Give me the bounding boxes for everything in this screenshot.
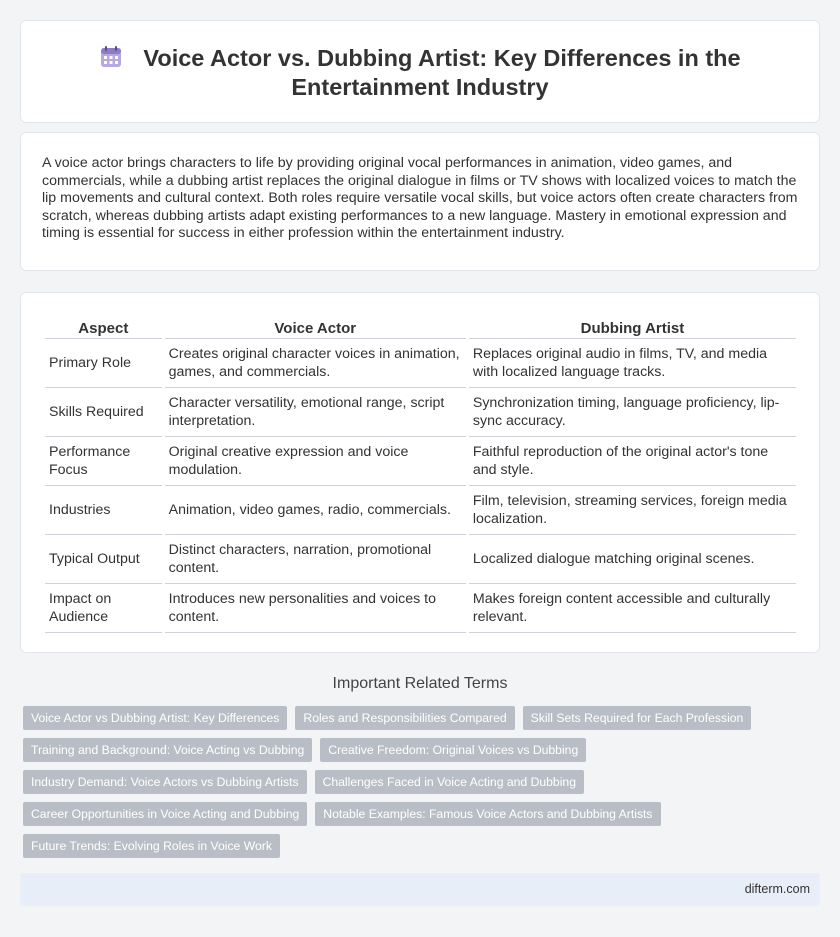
comparison-table (42, 317, 799, 635)
page-title: Voice Actor vs. Dubbing Artist: Key Differences in the Entertainment Industry (143, 45, 741, 100)
footer (20, 873, 820, 906)
row-voice-actor: Creates original character voices in animation, games, and commercials. (165, 341, 466, 388)
related-term-link[interactable]: Future Trends: Evolving Roles in Voice Work (23, 834, 280, 858)
intro-card (20, 132, 820, 271)
row-dubbing-artist: Localized dialogue matching original scenes. (469, 537, 796, 584)
row-aspect: Performance Focus (45, 439, 162, 486)
header-voice-actor: Voice Actor (165, 319, 466, 339)
related-term-link[interactable]: Notable Examples: Famous Voice Actors and Dubbing Artists (315, 802, 660, 826)
comparison-card (20, 292, 820, 653)
table-row (45, 537, 796, 584)
row-dubbing-artist: Replaces original audio in films, TV, and media with localized language tracks. (469, 341, 796, 388)
intro-paragraph: A voice actor brings characters to life by providing original vocal performances in animation, video games, and commercials, while a dubbing artist replaces the original dialogue in films or TV shows with localized voices to match the lip movements and cultural context. Both roles require versatile vocal skills, but voice actors often create characters from scratch, whereas dubbing artists adapt existing performances to a new language. Mastery in emotional expression and timing is essential for success in either profession within the entertainment industry. (42, 155, 798, 242)
related-terms-list (23, 706, 813, 866)
row-voice-actor: Character versatility, emotional range, script interpretation. (165, 390, 466, 437)
table-row (45, 488, 796, 535)
row-dubbing-artist: Makes foreign content accessible and culturally relevant. (469, 586, 796, 633)
related-term-link[interactable]: Career Opportunities in Voice Acting and Dubbing (23, 802, 307, 826)
table-row (45, 586, 796, 633)
page-title-block (21, 44, 819, 102)
row-voice-actor: Introduces new personalities and voices to content. (165, 586, 466, 633)
calendar-icon (99, 45, 123, 69)
row-voice-actor: Animation, video games, radio, commercials. (165, 488, 466, 535)
table-row (45, 390, 796, 437)
row-aspect: Typical Output (45, 537, 162, 584)
related-term-link[interactable]: Creative Freedom: Original Voices vs Dubbing (320, 738, 586, 762)
row-aspect: Primary Role (45, 341, 162, 388)
row-dubbing-artist: Film, television, streaming services, foreign media localization. (469, 488, 796, 535)
table-row (45, 439, 796, 486)
row-voice-actor: Distinct characters, narration, promotional content. (165, 537, 466, 584)
related-term-link[interactable]: Voice Actor vs Dubbing Artist: Key Differences (23, 706, 287, 730)
row-dubbing-artist: Synchronization timing, language proficiency, lip-sync accuracy. (469, 390, 796, 437)
table-header-row (45, 319, 796, 339)
header-aspect: Aspect (45, 319, 162, 339)
related-term-link[interactable]: Industry Demand: Voice Actors vs Dubbing Artists (23, 770, 307, 794)
related-term-link[interactable]: Skill Sets Required for Each Profession (523, 706, 752, 730)
row-aspect: Impact on Audience (45, 586, 162, 633)
title-card (20, 20, 820, 123)
row-voice-actor: Original creative expression and voice modulation. (165, 439, 466, 486)
table-row (45, 341, 796, 388)
row-dubbing-artist: Faithful reproduction of the original actor's tone and style. (469, 439, 796, 486)
row-aspect: Skills Required (45, 390, 162, 437)
related-term-link[interactable]: Training and Background: Voice Acting vs Dubbing (23, 738, 312, 762)
footer-site-link[interactable]: difterm.com (744, 882, 810, 896)
related-term-link[interactable]: Challenges Faced in Voice Acting and Dubbing (315, 770, 584, 794)
related-terms-heading: Important Related Terms (332, 675, 508, 692)
related-term-link[interactable]: Roles and Responsibilities Compared (295, 706, 514, 730)
row-aspect: Industries (45, 488, 162, 535)
header-dubbing-artist: Dubbing Artist (469, 319, 796, 339)
